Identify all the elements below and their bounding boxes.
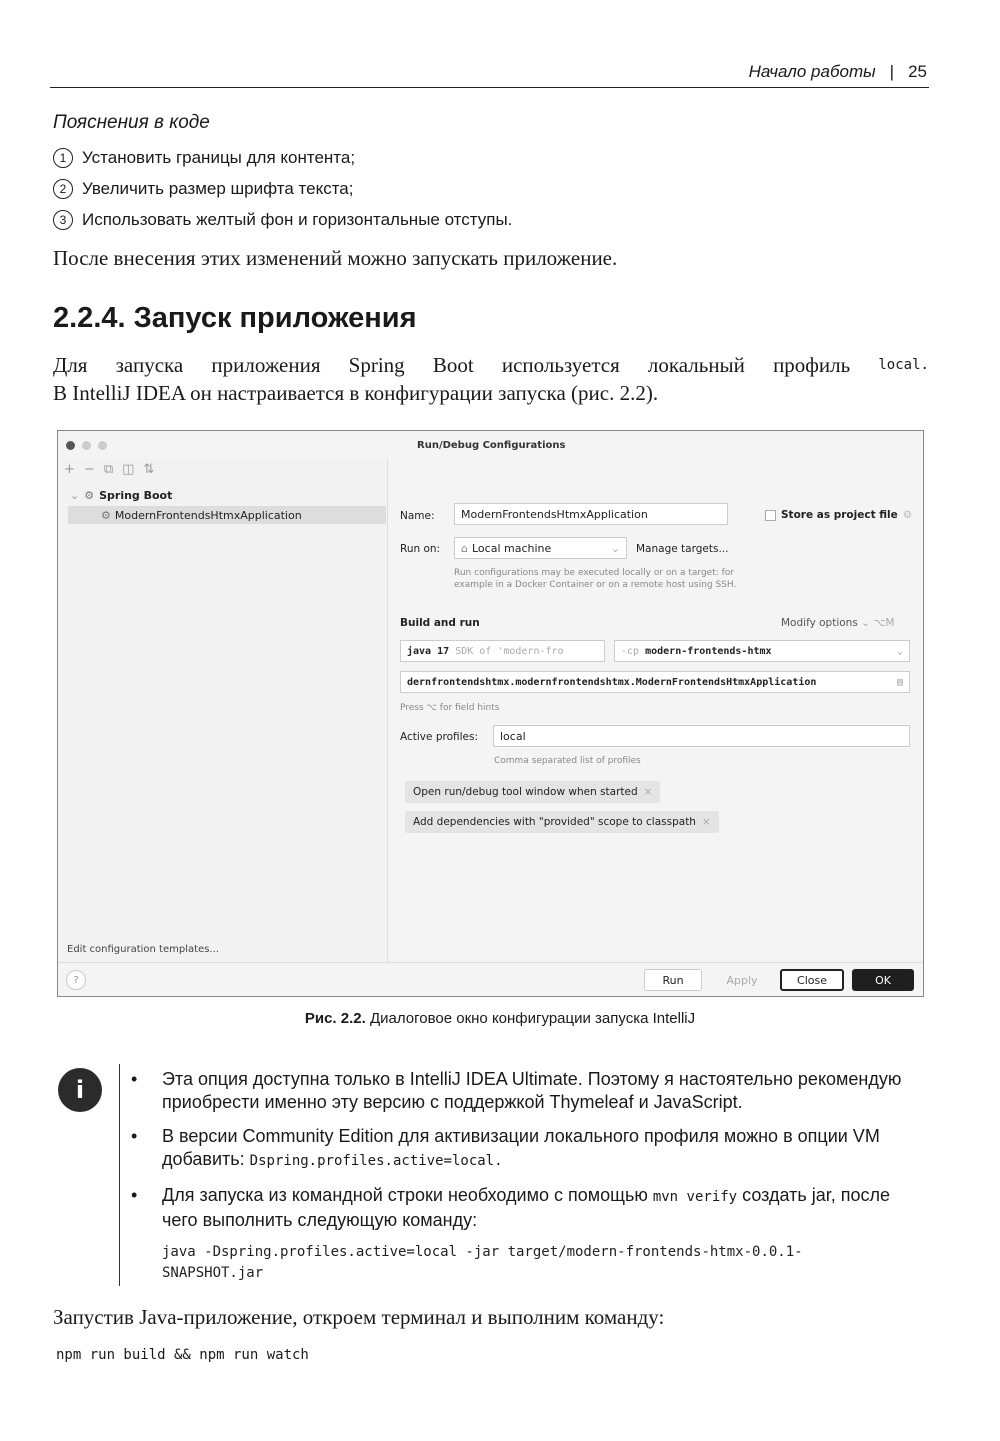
folder-icon[interactable]: ◫ [122,462,135,477]
tree-group-spring-boot[interactable] [70,489,172,502]
apply-button[interactable]: Apply [726,973,758,987]
cp-flag: -cp [621,645,640,657]
close-button[interactable]: Close [780,969,844,991]
browse-icon[interactable]: ▤ [896,676,903,688]
hint-line: example in a Docker Container or on a remote host using SSH. [454,580,737,590]
java-sdk-hint: SDK of 'modern-fro [455,645,564,657]
configuration-form [388,459,923,964]
window-controls [66,441,107,450]
spring-boot-icon: ⚙ [101,508,111,522]
page-number: 25 [908,62,927,81]
option-chip-provided-scope[interactable] [405,811,719,833]
word: Boot [432,353,474,377]
note-bullet: • Эта опция доступна только в IntelliJ IDEA Ultimate. Поэтому я настоятельно рекомендую приобрести именно эту версию с поддержкой Thymeleaf и JavaScript. [128,1068,930,1114]
hint-line: Run configurations may be executed locally or on a target: for [454,568,735,578]
field-hint: Press ⌥ for field hints [400,703,500,713]
dialog-titlebar [58,431,923,459]
inline-code: Dspring.profiles.active=local. [249,1153,503,1169]
inline-code: mvn verify [652,1189,738,1205]
circled-number: 3 [53,210,73,230]
tree-item-selected[interactable] [68,506,386,524]
section-heading: 2.2.4. Запуск приложения [53,302,417,334]
explanation-item [53,142,512,173]
word: используется [501,353,620,377]
help-icon[interactable]: ? [66,970,86,990]
circled-number: 1 [53,148,73,168]
chevron-down-icon[interactable]: ⌄ [70,489,80,502]
run-on-label: Run on: [400,543,441,555]
explanations-title: Пояснения в коде [53,112,210,133]
modify-options-label: Modify options [781,617,858,629]
name-label: Name: [400,510,435,522]
code-block [162,1242,803,1284]
explanation-text: Увеличить размер шрифта текста; [82,178,354,198]
explanation-item [53,173,512,204]
active-profiles-label: Active profiles: [400,731,478,743]
circled-number: 2 [53,179,73,199]
header-title: Начало работы [748,62,876,81]
command-line: npm run build && npm run watch [56,1347,309,1363]
run-debug-configurations-dialog [57,430,924,997]
manage-targets-link[interactable]: Manage targets... [636,543,729,555]
tree-group-label: Spring Boot [99,489,173,502]
note-text: Для запуска из командной строки необходимо с помощью [162,1185,653,1205]
note-list [128,1068,930,1243]
classpath-value: modern-frontends-htmx [645,645,772,657]
copy-icon[interactable]: ⧉ [103,462,114,477]
info-icon: i [58,1068,102,1112]
paragraph-line-justified [53,351,929,379]
main-class-input[interactable] [400,671,910,693]
note-bullet [128,1184,930,1232]
paragraph-intro [53,351,929,407]
inline-code: local. [878,357,929,373]
paragraph-run-terminal: Запустив Java-приложение, откроем терминал и выполним команду: [53,1305,665,1329]
word: запуска [115,353,184,377]
word: приложения [211,353,321,377]
run-on-value: Local machine [471,541,552,555]
paragraph-line: В IntelliJ IDEA он настраивается в конфигурации запуска (рис. 2.2). [53,381,659,405]
jdk-select[interactable] [400,640,605,662]
caption-text: Диалоговое окно конфигурации запуска IntelliJ [365,1010,696,1027]
word: локальный [647,353,745,377]
java-version: java 17 [407,645,450,657]
zoom-window-icon[interactable] [98,441,107,450]
gear-icon[interactable]: ⚙ [902,509,913,521]
chip-label: Add dependencies with "provided" scope to classpath [413,816,696,828]
running-header [50,62,929,88]
close-window-icon[interactable] [66,441,75,450]
word: Для [53,353,88,377]
minimize-window-icon[interactable] [82,441,91,450]
figure-caption [0,1010,1000,1027]
configurations-tree-pane [58,459,388,964]
dialog-button-bar [58,962,923,996]
explanations-list [53,142,512,235]
remove-icon[interactable]: − [83,462,95,477]
code-line: java -Dspring.profiles.active=local -jar target/modern-frontends-htmx-0.0.1- [162,1244,803,1260]
option-chip-open-tool-window[interactable] [405,781,660,803]
tree-item-label: ModernFrontendsHtmxApplication [114,508,302,522]
name-input[interactable]: ModernFrontendsHtmxApplication [454,503,728,525]
modify-options-button[interactable] [781,617,894,629]
chevron-down-icon: ⌄ [861,617,870,629]
run-on-select[interactable] [454,537,627,559]
header-text [749,62,927,82]
home-icon: ⌂ [461,541,468,555]
run-button[interactable]: Run [644,969,702,991]
classpath-select[interactable] [614,640,910,662]
word: профиль [773,353,851,377]
note-text: создать jar, после чего выполнить следующую команду: [162,1185,891,1230]
explanation-text: Установить границы для контента; [82,147,356,167]
main-class-value: dernfrontendshtmx.modernfrontendshtmx.ModernFrontendsHtmxApplication [407,676,817,688]
spring-boot-icon: ⚙ [84,489,95,502]
code-line: SNAPSHOT.jar [162,1265,264,1281]
explanation-item [53,204,512,235]
store-label: Store as project file [781,509,898,521]
note-text: В версии Community Edition для активизации локального профиля можно в опции VM добавить: [162,1126,880,1169]
dialog-title: Run/Debug Configurations [417,440,566,451]
note-divider [119,1064,120,1286]
chip-label: Open run/debug tool window when started [413,786,638,798]
active-profiles-input[interactable]: local [493,725,910,747]
checkbox-box[interactable] [765,510,776,521]
chevron-down-icon: ⌄ [896,645,903,657]
close-icon[interactable]: × [643,786,653,798]
header-separator: | [889,62,895,81]
paragraph-after-changes: После внесения этих изменений можно запускать приложение. [53,246,618,270]
close-icon[interactable]: × [701,816,711,828]
run-on-hint [454,567,736,591]
caption-label: Рис. 2.2. [304,1010,366,1027]
modify-shortcut: ⌥M [873,617,895,629]
sort-icon[interactable]: ⇅ [143,462,155,477]
ok-button[interactable]: OK [852,969,914,991]
edit-templates-link[interactable]: Edit configuration templates... [67,944,219,955]
build-and-run-heading: Build and run [400,617,480,629]
add-icon[interactable]: + [64,462,75,477]
note-bullet [128,1125,930,1173]
profiles-hint: Comma separated list of profiles [494,756,641,766]
explanation-text: Использовать желтый фон и горизонтальные отступы. [82,209,513,229]
store-as-project-file-checkbox[interactable] [765,509,912,521]
chevron-down-icon: ⌄ [610,541,620,555]
word: Spring [348,353,405,377]
tree-toolbar [64,462,154,477]
